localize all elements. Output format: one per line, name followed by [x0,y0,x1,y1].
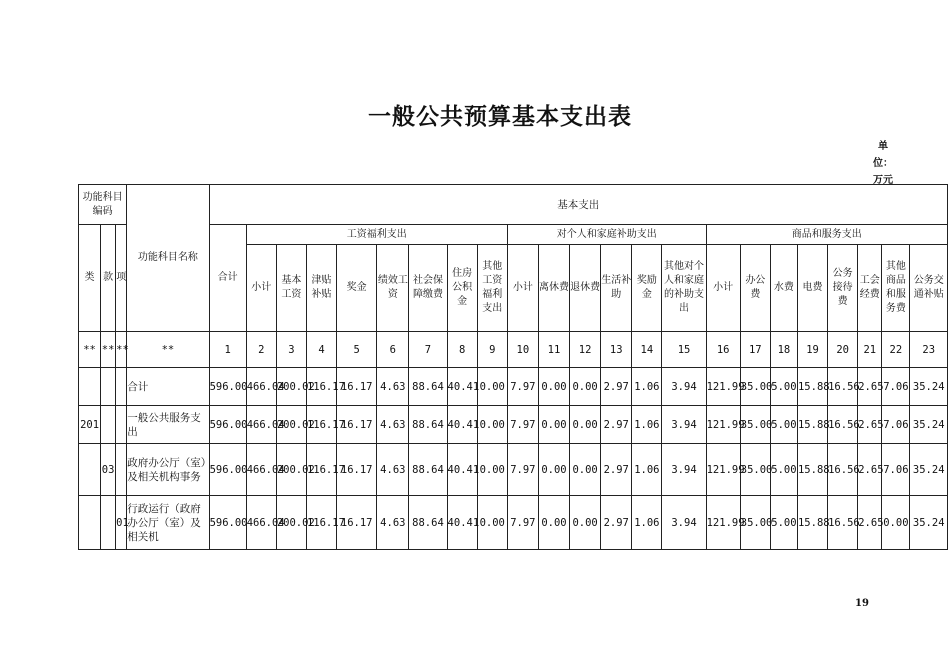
row-value: 0.00 [538,406,569,444]
row-value: 1.06 [632,444,662,496]
row-value: 5.00 [770,406,797,444]
row-value: 0.00 [570,368,601,406]
row-value: 35.24 [910,368,948,406]
row-xiang [116,368,127,406]
col-number: 12 [570,332,601,368]
header-col: 水费 [770,245,797,332]
row-xiang [116,444,127,496]
row-value: 16.56 [828,444,858,496]
header-col: 公务交通补贴 [910,245,948,332]
header-col: 小计 [246,245,276,332]
header-col: 津贴补贴 [306,245,336,332]
header-col: 住房公积金 [447,245,477,332]
col-number: 9 [477,332,507,368]
row-value: 0.00 [570,406,601,444]
row-value: 2.65 [858,406,882,444]
col-number: 4 [306,332,336,368]
row-value: 0.00 [477,368,507,406]
row-value: 5.00 [770,444,797,496]
row-value: 88.64 [409,368,447,406]
row-value: 3.94 [662,406,706,444]
row-value: 2.97 [601,444,632,496]
row-lei: 201 [79,406,101,444]
col-number: 7 [409,332,447,368]
header-col: 退休费 [570,245,601,332]
row-lei [79,368,101,406]
row-kuan [101,368,116,406]
row-value: 200.02 [276,496,306,550]
row-func-name: 合计 [127,368,209,406]
header-col: 绩效工资 [377,245,409,332]
col-number: 19 [797,332,827,368]
col-number: 21 [858,332,882,368]
row-value: 200.02 [276,368,306,406]
row-value: 4.63 [377,496,409,550]
row-value: 16.17 [337,496,377,550]
header-col: 奖金 [337,245,377,332]
row-value: 40.41 [447,496,477,550]
row-value: 3.94 [662,368,706,406]
row-value: 0.00 [538,444,569,496]
col-number: 20 [828,332,858,368]
row-value: 35.24 [910,496,948,550]
header-xiang: 项 [116,225,127,332]
col-number: 16 [706,332,740,368]
col-number: 8 [447,332,477,368]
row-value: 596.00 [209,444,246,496]
col-number: 23 [910,332,948,368]
row-value: 466.04 [246,444,276,496]
row-value: 3.94 [662,496,706,550]
row-value: 596.00 [209,406,246,444]
col-number: 6 [377,332,409,368]
table-row [79,406,948,444]
header-col: 其他工资福利支出 [477,245,507,332]
page-title: 一般公共预算基本支出表 [368,103,632,130]
row-value: 4.63 [377,406,409,444]
row-value: 596.00 [209,496,246,550]
row-value: 121.99 [706,444,740,496]
col-number: 13 [601,332,632,368]
row-value: 35.00 [740,368,770,406]
row-value: 15.88 [797,406,827,444]
header-family-group: 对个人和家庭补助支出 [507,225,706,245]
col-number: 15 [662,332,706,368]
row-value: 0.00 [538,496,569,550]
row-value: 40.41 [447,368,477,406]
row-value: 1.06 [632,368,662,406]
header-col: 小计 [507,245,538,332]
row-value: 16.17 [337,368,377,406]
col-number: 5 [337,332,377,368]
row-value: 3.94 [662,444,706,496]
unit-label: 单位：万元 [873,141,893,186]
row-value: 2.97 [601,496,632,550]
row-value: 4.63 [377,444,409,496]
row-value: 121.99 [706,406,740,444]
row-value: 466.04 [246,406,276,444]
row-value: 35.00 [740,496,770,550]
header-kuan: 款 [101,225,116,332]
row-value: 15.88 [797,496,827,550]
header-col: 社会保障缴费 [409,245,447,332]
header-func-name: 功能科目名称 [127,185,209,332]
code-name: ** [127,332,209,368]
row-value: 121.99 [706,496,740,550]
row-value: 35.24 [910,406,948,444]
row-value: 7.06 [882,368,910,406]
header-col: 其他商品和服务费 [882,245,910,332]
code-kuan: ** [101,332,116,368]
header-wage-group: 工资福利支出 [246,225,507,245]
row-value: 2.65 [858,496,882,550]
table-row [79,444,948,496]
row-value: 200.02 [276,444,306,496]
row-value: 88.64 [409,444,447,496]
row-value: 35.24 [910,444,948,496]
row-value: 0.00 [882,496,910,550]
row-value: 466.04 [246,496,276,550]
row-value: 16.56 [828,368,858,406]
row-xiang: 01 [116,496,127,550]
row-value: 7.06 [882,406,910,444]
col-number: 17 [740,332,770,368]
row-value: 2.65 [858,444,882,496]
header-col: 公务接待费 [828,245,858,332]
row-value: 0.00 [477,406,507,444]
row-value: 15.88 [797,368,827,406]
row-lei [79,444,101,496]
row-value: 40.41 [447,444,477,496]
row-value: 16.56 [828,406,858,444]
col-number: 1 [209,332,246,368]
row-value: 5.00 [770,496,797,550]
row-value: 35.00 [740,406,770,444]
code-lei: ** [79,332,101,368]
col-number: 11 [538,332,569,368]
row-value: 16.17 [337,406,377,444]
col-number: 2 [246,332,276,368]
header-col: 其他对个人和家庭的补助支出 [662,245,706,332]
data-rows [79,368,948,550]
row-kuan [101,406,116,444]
row-value: 15.88 [797,444,827,496]
col-number: 10 [507,332,538,368]
row-value: 121.99 [706,368,740,406]
header-lei: 类 [79,225,101,332]
row-value: 35.00 [740,444,770,496]
row-value: 596.00 [209,368,246,406]
header-col: 工会经费 [858,245,882,332]
row-func-name: 行政运行（政府办公厅（室）及相关机 [127,496,209,550]
row-value: 466.04 [246,368,276,406]
row-value: 4.63 [377,368,409,406]
row-value: 116.17 [306,406,336,444]
row-value: 7.97 [507,368,538,406]
row-value: 0.00 [538,368,569,406]
row-value: 7.06 [882,444,910,496]
header-col: 奖励金 [632,245,662,332]
page-number: 19 [855,598,869,609]
row-value: 2.97 [601,368,632,406]
row-kuan: 03 [101,444,116,496]
header-basic: 基本支出 [209,185,947,225]
header-col: 电费 [797,245,827,332]
code-xiang: ** [116,332,127,368]
header-col: 小计 [706,245,740,332]
row-value: 116.17 [306,368,336,406]
row-value: 1.06 [632,496,662,550]
header-func-code: 功能科目编码 [79,185,127,225]
row-value: 7.97 [507,406,538,444]
row-value: 2.97 [601,406,632,444]
header-col: 生活补助 [601,245,632,332]
table-row [79,368,948,406]
row-value: 0.00 [477,496,507,550]
header-col: 基本工资 [276,245,306,332]
col-number: 18 [770,332,797,368]
row-value: 0.00 [477,444,507,496]
row-value: 1.06 [632,406,662,444]
col-number: 14 [632,332,662,368]
header-col: 办公费 [740,245,770,332]
row-lei [79,496,101,550]
row-value: 116.17 [306,444,336,496]
row-value: 2.65 [858,368,882,406]
row-func-name: 政府办公厅（室）及相关机构事务 [127,444,209,496]
header-col: 离休费 [538,245,569,332]
table-row [79,496,948,550]
row-value: 88.64 [409,406,447,444]
row-value: 16.56 [828,496,858,550]
row-value: 7.97 [507,496,538,550]
row-value: 0.00 [570,444,601,496]
row-value: 5.00 [770,368,797,406]
col-number: 3 [276,332,306,368]
row-value: 7.97 [507,444,538,496]
row-func-name: 一般公共服务支出 [127,406,209,444]
row-value: 16.17 [337,444,377,496]
row-value: 200.02 [276,406,306,444]
row-value: 116.17 [306,496,336,550]
row-value: 40.41 [447,406,477,444]
row-xiang [116,406,127,444]
budget-table [78,184,948,550]
col-number: 22 [882,332,910,368]
row-value: 0.00 [570,496,601,550]
header-total: 合计 [209,225,246,332]
header-goods-group: 商品和服务支出 [706,225,947,245]
row-kuan [101,496,116,550]
row-value: 88.64 [409,496,447,550]
